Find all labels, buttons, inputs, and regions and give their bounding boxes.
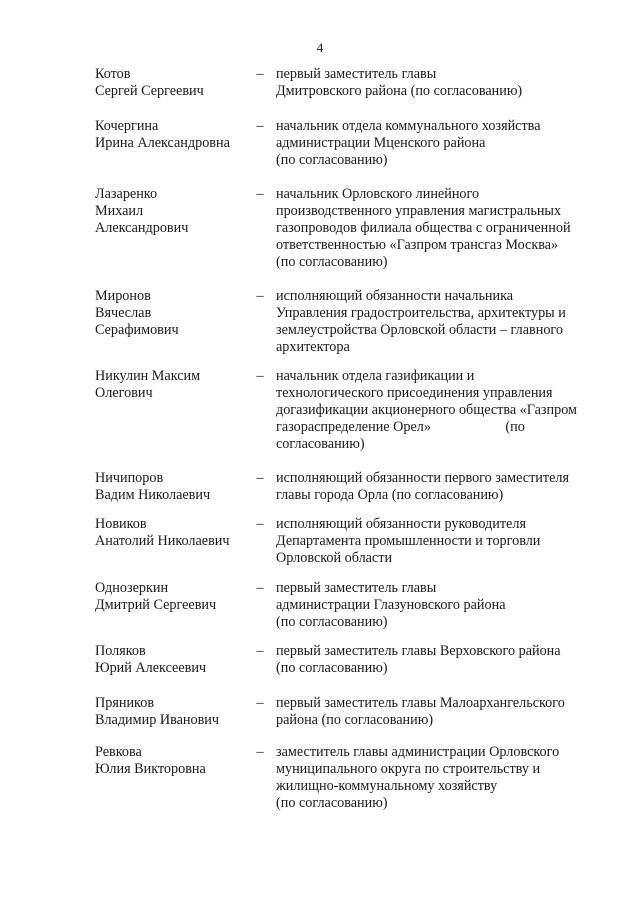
member-name-line: Серафимович: [95, 322, 179, 338]
member-role-line: главы города Орла (по согласованию): [276, 487, 504, 503]
member-name-line: Александрович: [95, 220, 189, 236]
member-name-line: Ирина Александровна: [95, 135, 230, 151]
member-name-line: Миронов: [95, 288, 151, 304]
member-name: [95, 66, 260, 100]
member-name-line: Никулин Максим: [95, 368, 201, 384]
member-role-line: (по согласованию): [276, 254, 388, 270]
member-role-line: землеустройства Орловской области – главного: [276, 322, 563, 338]
member-role: [276, 470, 596, 504]
dash-separator: –: [256, 516, 264, 532]
page-number: 4: [316, 40, 324, 55]
member-role-line: (по согласованию): [276, 152, 388, 168]
member-name-line: Юрий Алексеевич: [95, 660, 207, 676]
member-name-line: Вячеслав: [95, 305, 152, 321]
member-role-line: администрации Глазуновского района: [276, 597, 506, 613]
member-name: [95, 744, 260, 778]
member-role-line: начальник отдела газификации и: [276, 368, 475, 384]
member-role-line: газопроводов филиала общества с ограниченной: [276, 220, 571, 236]
member-role: [276, 580, 596, 631]
member-role-line: исполняющий обязанности руководителя: [276, 516, 526, 532]
member-role: [276, 643, 596, 677]
member-role-line: ответственностью «Газпром трансгаз Москва»: [276, 237, 559, 253]
member-name-line: Поляков: [95, 643, 146, 659]
member-role-line: первый заместитель главы: [276, 66, 437, 82]
member-name-line: Кочергина: [95, 118, 159, 134]
member-role-line: исполняющий обязанности первого заместителя: [276, 470, 570, 486]
member-name-line: Вадим Николаевич: [95, 487, 211, 503]
member-role-line: (по согласованию): [276, 660, 388, 676]
member-role-line: технологического присоединения управления: [276, 385, 553, 401]
member-role: [276, 288, 596, 356]
member-role-line: догазификации акционерного общества «Газпром: [276, 402, 578, 418]
member-role: [276, 118, 596, 169]
member-name-line: Котов: [95, 66, 131, 82]
member-name-line: Лазаренко: [95, 186, 158, 202]
member-name: [95, 516, 260, 550]
member-role-line: (по согласованию): [276, 614, 388, 630]
dash-separator: –: [256, 66, 264, 82]
member-role-line: начальник Орловского линейного: [276, 186, 480, 202]
member-name-line: Юлия Викторовна: [95, 761, 206, 777]
member-role-line: исполняющий обязанности начальника: [276, 288, 514, 304]
member-role-line: Управления градостроительства, архитектуры и: [276, 305, 566, 321]
dash-separator: –: [256, 643, 264, 659]
member-role-line: муниципального округа по строительству и: [276, 761, 541, 777]
dash-separator: –: [256, 288, 264, 304]
member-role-line: производственного управления магистральных: [276, 203, 562, 219]
member-role-line: администрации Мценского района: [276, 135, 486, 151]
member-name: [95, 643, 260, 677]
dash-separator: –: [256, 695, 264, 711]
member-role-line: жилищно-коммунальному хозяйству: [276, 778, 498, 794]
member-role-line: согласованию): [276, 436, 365, 452]
member-name-line: Однозеркин: [95, 580, 169, 596]
member-role: [276, 66, 596, 100]
member-name-line: Пряников: [95, 695, 155, 711]
member-name: [95, 186, 260, 237]
member-name-line: Сергей Сергеевич: [95, 83, 204, 99]
dash-separator: –: [256, 744, 264, 760]
member-name-line: Михаил: [95, 203, 144, 219]
member-role-line: архитектора: [276, 339, 350, 355]
member-name: [95, 288, 260, 339]
member-role-line: Орловской области: [276, 550, 393, 566]
member-role: [276, 744, 596, 812]
member-role-line: начальник отдела коммунального хозяйства: [276, 118, 541, 134]
member-role-line: Дмитровского района (по согласованию): [276, 83, 523, 99]
member-name-line: Ревкова: [95, 744, 142, 760]
member-role-line: района (по согласованию): [276, 712, 434, 728]
member-role: [276, 695, 596, 729]
member-name: [95, 368, 260, 402]
member-role: [276, 516, 596, 567]
member-name: [95, 470, 260, 504]
member-role-line: первый заместитель главы Верховского района: [276, 643, 561, 659]
member-role-line: заместитель главы администрации Орловского: [276, 744, 560, 760]
member-name: [95, 580, 260, 614]
member-name-line: Ничипоров: [95, 470, 164, 486]
dash-separator: –: [256, 470, 264, 486]
member-role-line: (по согласованию): [276, 795, 388, 811]
member-role: [276, 186, 596, 271]
dash-separator: –: [256, 118, 264, 134]
member-role-line: первый заместитель главы Малоархангельского: [276, 695, 565, 711]
dash-separator: –: [256, 580, 264, 596]
member-name-line: Владимир Иванович: [95, 712, 220, 728]
member-role-line: первый заместитель главы: [276, 580, 437, 596]
member-name: [95, 118, 260, 152]
member-role: [276, 368, 596, 453]
member-name: [95, 695, 260, 729]
member-name-line: Дмитрий Сергеевич: [95, 597, 217, 613]
member-name-line: Новиков: [95, 516, 147, 532]
member-name-line: Анатолий Николаевич: [95, 533, 230, 549]
dash-separator: –: [256, 368, 264, 384]
member-role-line: Департамента промышленности и торговли: [276, 533, 541, 549]
member-role-line: газораспределение Орел» (по: [276, 419, 525, 435]
member-name-line: Олегович: [95, 385, 153, 401]
dash-separator: –: [256, 186, 264, 202]
